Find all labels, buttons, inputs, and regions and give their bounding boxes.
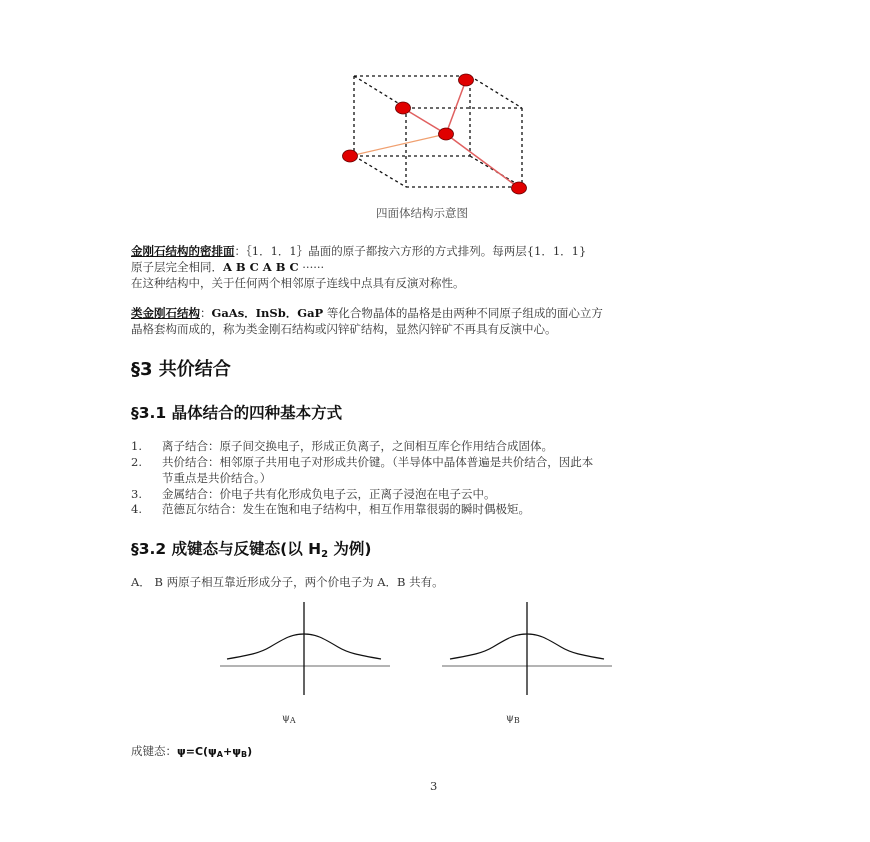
list-number: 2. [131, 455, 142, 469]
list-item-continuation: 节重点是共价结合。） [162, 471, 272, 485]
subscript: A [216, 750, 223, 759]
list-item [131, 438, 553, 454]
formula-label: 成键态： [131, 744, 177, 758]
bond [446, 80, 466, 134]
plot-a-label [282, 711, 296, 729]
formula-part: ) [247, 745, 253, 758]
wavefunction-plots [0, 600, 870, 740]
list-text: 共价结合：相邻原子共用电子对形成共价键。（半导体中晶体普遍是共价结合，因此本 [162, 455, 594, 469]
figure-caption: 四面体结构示意图 [376, 206, 468, 220]
subscript: B [513, 716, 520, 725]
subscript: B [240, 750, 248, 759]
intro-text: A． B 两原子相互靠近形成分子，两个价电子为 A．B 共有。 [131, 575, 444, 589]
plot-b-label [506, 711, 520, 729]
subscript: A [289, 716, 296, 725]
formula-part: +ψ [223, 745, 241, 758]
list-text: 范德瓦尔结合：发生在饱和电子结构中，相互作用靠很弱的瞬时偶极矩。 [162, 502, 530, 516]
text: ······ [298, 260, 325, 274]
atom-center [439, 128, 454, 140]
list-number: 4. [131, 502, 142, 516]
atoms [343, 74, 527, 194]
text: ： [200, 306, 212, 320]
psi-symbol: ψ [282, 713, 290, 724]
diamond-like-line2: 晶格套构而成的，称为类金刚石结构或闪锌矿结构，显然闪锌矿不再具有反演中心。 [131, 322, 557, 336]
term-diamond-close-packed: 金刚石结构的密排面 [131, 244, 235, 258]
list-text: 离子结合：原子间交换电子，形成正负离子，之间相互库仑作用结合成固体。 [162, 439, 553, 453]
atom [512, 182, 527, 194]
plot-psi-b [442, 602, 612, 695]
compounds: GaAs．InSb．GaP [211, 306, 324, 320]
psi-symbol: ψ [506, 713, 514, 724]
bonds [350, 80, 519, 188]
bond [350, 134, 446, 156]
diamond-like-line1 [131, 305, 603, 321]
formula-part: ψ=C(ψ [177, 745, 217, 758]
atom [396, 102, 411, 114]
section-3-2-heading [131, 537, 372, 560]
text: 等化合物晶体的晶格是由两种不同原子组成的面心立方 [323, 306, 603, 320]
list-item [131, 486, 496, 502]
text: ：｛1．1．1｝晶面的原子都按六方形的方式排列。每两层{1．1．1} [234, 244, 587, 258]
heading-text: 为例) [328, 540, 372, 558]
list-number: 3. [131, 487, 142, 501]
bond [446, 134, 519, 188]
bonding-state-formula [131, 743, 252, 763]
atom [459, 74, 474, 86]
subscript: 2 [321, 549, 329, 560]
diamond-paragraph-line2 [131, 259, 324, 275]
atom [343, 150, 358, 162]
cube-edge [470, 76, 522, 108]
text: 原子层完全相同． [131, 260, 223, 274]
list-text: 金属结合：价电子共有化形成负电子云，正离子浸泡在电子云中。 [162, 487, 496, 501]
diamond-paragraph-line3: 在这种结构中，关于任何两个相邻原子连线中点具有反演对称性。 [131, 276, 465, 290]
list-number: 1. [131, 439, 142, 453]
heading-text: §3.2 成键态与反键态(以 H [131, 540, 322, 558]
bond [403, 108, 446, 134]
term-diamond-like: 类金刚石结构 [131, 306, 200, 320]
stacking-sequence: A B C A B C [223, 260, 299, 274]
section-3-1-heading: §3.1 晶体结合的四种基本方式 [131, 404, 343, 422]
formula [177, 745, 252, 758]
list-item [131, 501, 530, 517]
page-number: 3 [430, 779, 438, 793]
list-item [131, 454, 593, 470]
tetrahedron-figure [0, 0, 870, 230]
diamond-paragraph-line1 [131, 243, 586, 259]
plot-psi-a [220, 602, 390, 695]
section-3-heading: §3 共价结合 [131, 359, 231, 380]
cube-edge [354, 156, 406, 187]
cube-wireframe [354, 76, 522, 187]
